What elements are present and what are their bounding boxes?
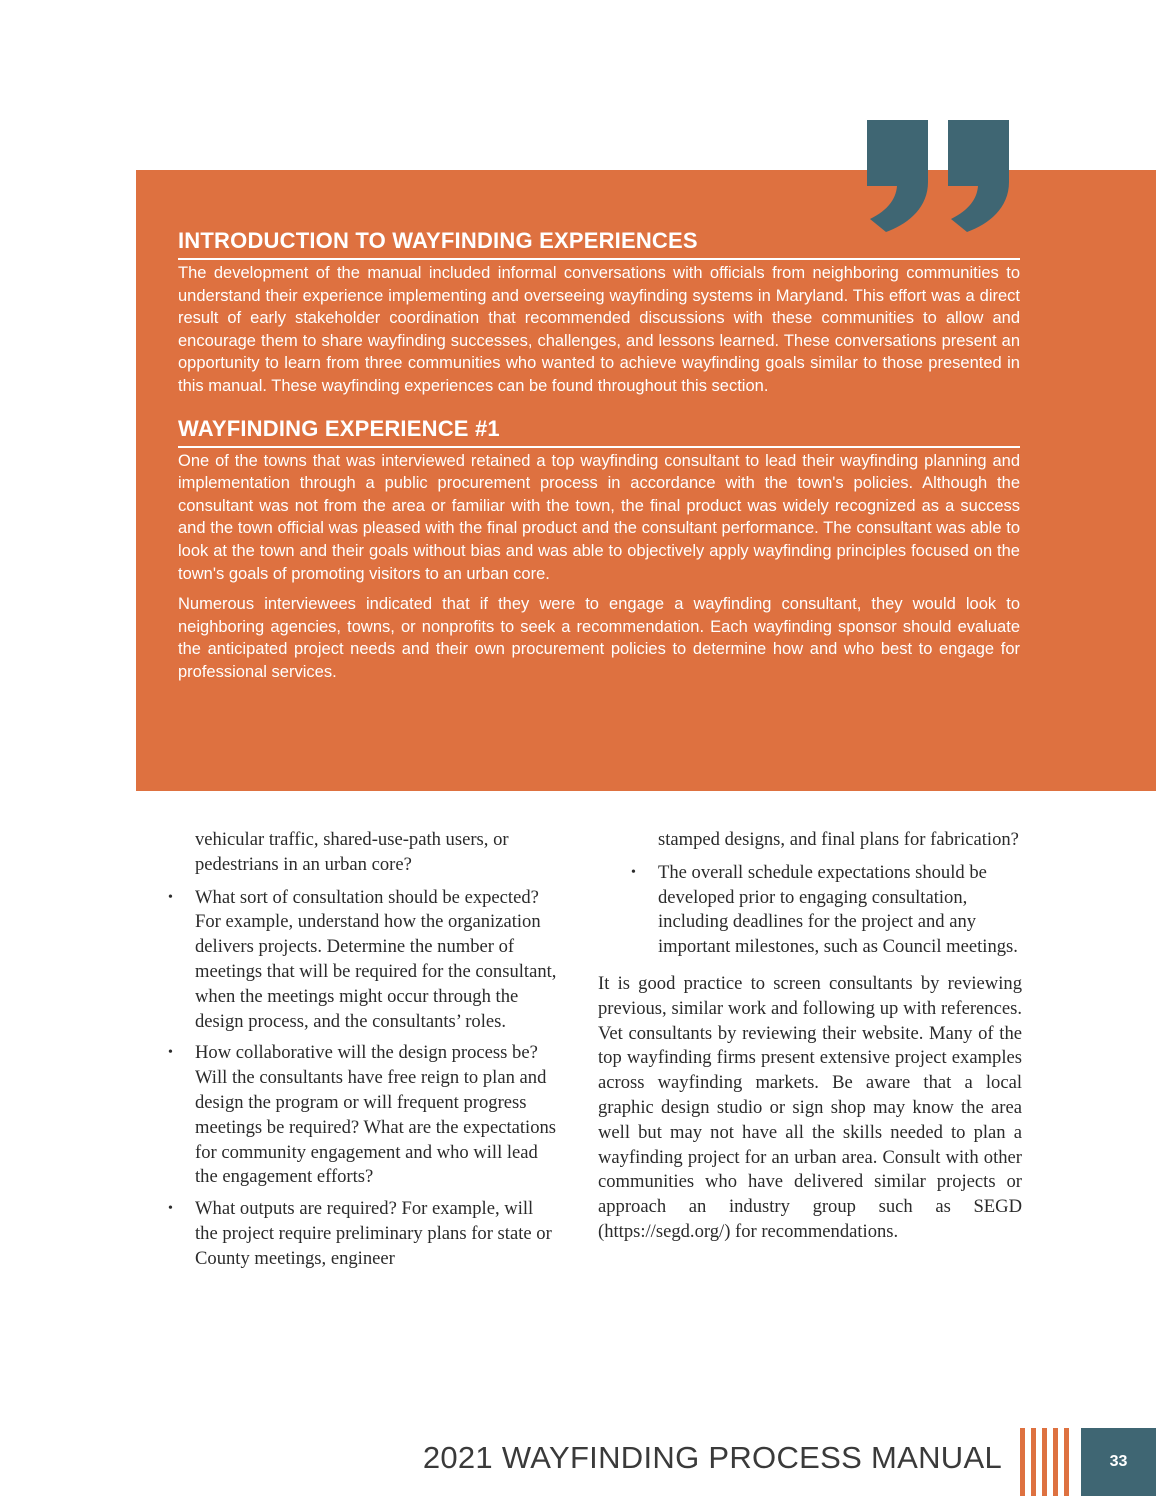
- page-number: 33: [1081, 1428, 1156, 1496]
- list-item: [631, 861, 1022, 960]
- left-column: [168, 828, 560, 1279]
- stripe: [1053, 1428, 1058, 1496]
- experience-paragraph-1: One of the towns that was interviewed retained a top wayfinding consultant to lead their wayfinding planning and implementation through a public procurement process in accordance with the town's policies. Although the consultant was not from the area or familiar with the town, the final product was widely recognized as a success and the town official was pleased with the final product and the consultant performance. The consultant was able to look at the town and their goals without bias and was able to objectively apply wayfinding principles focused on the town's goals of promoting visitors to an urban core.: [178, 451, 1020, 583]
- list-item: [168, 886, 560, 1035]
- stripe: [1042, 1428, 1047, 1496]
- bullet-icon: •: [168, 1045, 173, 1061]
- left-bullet-list: [168, 886, 560, 1272]
- stripe: [1020, 1428, 1025, 1496]
- list-item: [168, 1041, 560, 1190]
- bullet-icon: •: [631, 864, 636, 880]
- stripe: [1064, 1428, 1069, 1496]
- list-item: [168, 1197, 560, 1271]
- list-item-text: The overall schedule expectations should be developed prior to engaging consultation, including deadlines for the project and any important milestones, such as Council meetings.: [658, 861, 1018, 958]
- quotation-mark-icon: [862, 120, 1012, 232]
- right-bullet-list: [631, 861, 1022, 960]
- stripe: [1031, 1428, 1036, 1496]
- intro-heading: INTRODUCTION TO WAYFINDING EXPERIENCES: [178, 226, 1020, 260]
- footer-stripes: [1020, 1428, 1080, 1496]
- bullet-icon: •: [168, 1201, 173, 1217]
- right-column: [598, 828, 1022, 1245]
- intro-callout-box: [136, 170, 1156, 791]
- right-continuation-text: stamped designs, and final plans for fabrication?: [658, 829, 1019, 850]
- experience-heading: WAYFINDING EXPERIENCE #1: [178, 414, 1020, 448]
- list-item-text: What sort of consultation should be expected? For example, understand how the organization delivers projects. Determine the number of meetings that will be required for the consultant, when the meetings might occur through the design process, and the consultants’ roles.: [195, 886, 557, 1032]
- experience-paragraph-2: Numerous interviewees indicated that if they were to engage a wayfinding consultant, they would look to neighboring agencies, towns, or nonprofits to seek a recommendation. Each wayfinding sponsor should evaluate the anticipated project needs and their own procurement policies to determine how and who best to engage for professional services.: [178, 595, 1020, 681]
- list-item-text: What outputs are required? For example, will the project require preliminary plans for state or County meetings, engineer: [195, 1198, 552, 1269]
- left-continuation-text: vehicular traffic, shared-use-path users, or pedestrians in an urban core?: [195, 829, 509, 875]
- screening-paragraph: It is good practice to screen consultants by reviewing previous, similar work and following up with references. Vet consultants by reviewing their website. Many of the top wayfinding firms present extensive project examples across wayfinding markets. Be aware that a local graphic design studio or sign shop may know the area well but may not have all the skills needed to plan a wayfinding project for an urban area. Consult with other communities who have delivered similar projects or approach an industry group such as SEGD (https://segd.org/) for recommendations.: [598, 972, 1022, 1242]
- callout-content: [178, 226, 1020, 692]
- list-item-text: How collaborative will the design process be? Will the consultants have free reign to plan and design the program or will frequent progress meetings be required? What are the expectations for community engagement and who will lead the engagement efforts?: [195, 1042, 557, 1188]
- intro-paragraph: The development of the manual included informal conversations with officials from neighboring communities to understand their experience implementing and overseeing wayfinding systems in Maryland. This effort was a direct result of early stakeholder coordination that recommended discussions with these communities to allow and encourage them to share wayfinding successes, challenges, and lessons learned. These conversations present an opportunity to learn from three communities who wanted to achieve wayfinding goals similar to those presented in this manual. These wayfinding experiences can be found throughout this section.: [178, 264, 1020, 395]
- manual-title: 2021 WAYFINDING PROCESS MANUAL: [422, 1440, 1002, 1475]
- bullet-icon: •: [168, 889, 173, 905]
